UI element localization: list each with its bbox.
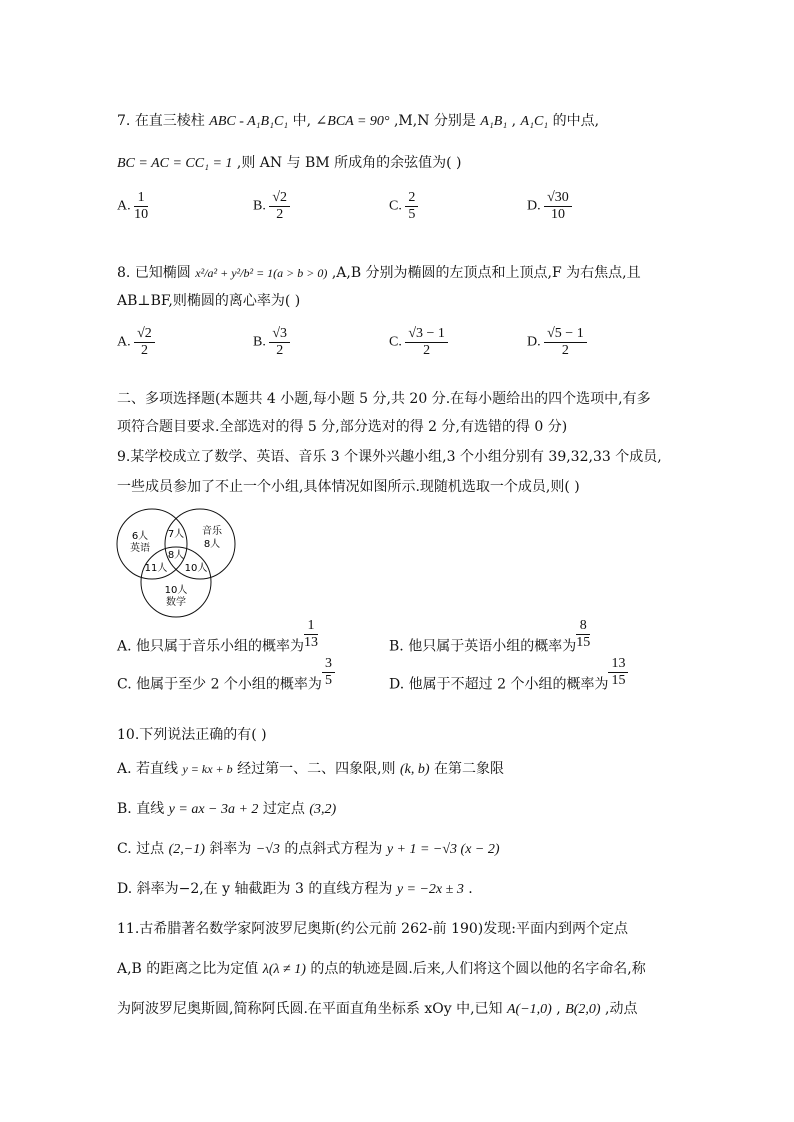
q8-stem-line1 bbox=[117, 262, 641, 282]
q7-stem-line2 bbox=[117, 152, 461, 172]
venn-english-math: 11人 bbox=[144, 563, 168, 574]
fraction bbox=[269, 326, 290, 359]
q8-number: 8. bbox=[117, 265, 131, 281]
q10-option-c bbox=[117, 838, 500, 858]
q11-text: ,动点 bbox=[605, 1001, 638, 1017]
fraction-numerator: √30 bbox=[544, 190, 572, 207]
q7-segment: A₁C₁ bbox=[520, 114, 549, 129]
fraction-denominator: 2 bbox=[423, 343, 431, 358]
q11-point-b: B(2,0) bbox=[565, 1002, 601, 1017]
q10-d-equation: y = −2x ± 3 bbox=[396, 882, 464, 897]
fraction bbox=[269, 190, 290, 223]
fraction-numerator: 1 bbox=[304, 618, 318, 635]
q9-stem-line2: 一些成员参加了不止一个小组,具体情况如图所示.现随机选取一个成员,则( ) bbox=[117, 479, 580, 495]
fraction-numerator: √5 − 1 bbox=[544, 326, 587, 343]
q10-title: 10.下列说法正确的有( ) bbox=[117, 727, 267, 743]
venn-math-label: 数学 bbox=[166, 597, 186, 608]
q10-option-b bbox=[117, 798, 336, 818]
option-text: 的点斜式方程为 bbox=[284, 841, 383, 857]
fraction-numerator: 13 bbox=[608, 656, 628, 673]
q8-stem-line2: AB⊥BF,则椭圆的离心率为( ) bbox=[117, 293, 301, 309]
q10-c-slope: −√3 bbox=[255, 842, 280, 857]
q8-option-b bbox=[253, 326, 290, 359]
venn-english-count: 6人 bbox=[131, 531, 149, 542]
q11-text: 为阿波罗尼奥斯圆,简称阿氏圆.在平面直角坐标系 xOy 中,已知 bbox=[117, 1001, 503, 1017]
fraction-numerator: 8 bbox=[576, 618, 590, 635]
q10-option-a bbox=[117, 758, 504, 778]
q8-option-a bbox=[117, 326, 155, 359]
q7-number: 7. bbox=[117, 113, 131, 129]
fraction bbox=[405, 190, 418, 223]
fraction-denominator: 15 bbox=[576, 635, 591, 650]
q7-text: 的中点, bbox=[552, 113, 600, 129]
option-label: C. bbox=[117, 676, 132, 693]
option-text: 他只属于音乐小组的概率为 bbox=[136, 638, 305, 655]
fraction-denominator: 2 bbox=[276, 207, 284, 222]
q11-lambda: λ(λ ≠ 1) bbox=[262, 962, 306, 977]
q7-segment: A₁B₁ bbox=[480, 114, 508, 129]
fraction-denominator: 5 bbox=[324, 673, 332, 688]
q8-option-d bbox=[527, 326, 587, 359]
q8-ellipse-equation: x²/a² + y²/b² = 1(a > b > 0) bbox=[195, 266, 328, 280]
fraction bbox=[576, 618, 590, 651]
q7-text: 在直三棱柱 bbox=[134, 113, 205, 129]
fraction-numerator: √3 bbox=[269, 326, 290, 343]
option-label: D. bbox=[527, 334, 541, 350]
q8-option-c bbox=[389, 326, 448, 359]
fraction-numerator: √3 − 1 bbox=[405, 326, 448, 343]
q7-option-c bbox=[389, 190, 418, 223]
fraction-denominator: 5 bbox=[408, 207, 416, 222]
q9-option-b bbox=[389, 618, 591, 663]
fraction-denominator: 10 bbox=[134, 207, 149, 222]
venn-diagram bbox=[112, 504, 248, 619]
option-label: A. bbox=[117, 761, 132, 777]
q11-line3 bbox=[117, 998, 637, 1018]
q7-text: ,则 AN 与 BM 所成角的余弦值为( ) bbox=[236, 155, 462, 171]
q11-text: A,B 的距离之比为定值 bbox=[117, 961, 259, 977]
q7-text: 中, bbox=[292, 113, 312, 129]
fraction bbox=[608, 656, 628, 689]
fraction-denominator: 15 bbox=[611, 673, 626, 688]
fraction-numerator: 1 bbox=[134, 190, 148, 207]
fraction-denominator: 2 bbox=[140, 343, 148, 358]
fraction bbox=[304, 618, 318, 651]
option-label: C. bbox=[117, 841, 132, 857]
option-label: B. bbox=[389, 638, 404, 655]
fraction-denominator: 10 bbox=[550, 207, 565, 222]
fraction bbox=[544, 190, 572, 223]
fraction-denominator: 13 bbox=[304, 635, 319, 650]
q7-option-b bbox=[253, 190, 290, 223]
fraction-numerator: 2 bbox=[405, 190, 418, 207]
venn-music-math: 10人 bbox=[184, 563, 208, 574]
q7-stem-line1 bbox=[117, 110, 599, 130]
q8-text: 已知椭圆 bbox=[134, 265, 191, 281]
q11-text: , bbox=[556, 1001, 561, 1017]
venn-music-label: 音乐 bbox=[202, 526, 222, 537]
q7-equation: BC = AC = CC₁ = 1 bbox=[117, 156, 233, 171]
q10-c-point: (2,−1) bbox=[168, 842, 205, 857]
fraction bbox=[134, 326, 155, 359]
q7-option-a bbox=[117, 190, 148, 223]
q10-a-point: (k, b) bbox=[400, 762, 430, 777]
fraction-numerator: 3 bbox=[322, 656, 335, 673]
venn-english-label: 英语 bbox=[130, 543, 150, 554]
q7-angle: ∠BCA = 90° bbox=[315, 114, 390, 129]
option-text: 过定点 bbox=[262, 801, 305, 817]
fraction bbox=[405, 326, 448, 359]
q9-option-d bbox=[389, 656, 628, 701]
option-text: 他属于不超过 2 个小组的概率为 bbox=[408, 676, 609, 693]
q10-b-point: (3,2) bbox=[309, 802, 337, 817]
option-label: B. bbox=[117, 801, 132, 817]
q9-stem-line1: 9.某学校成立了数学、英语、音乐 3 个课外兴趣小组,3 个小组分别有 39,32,33 个成员, bbox=[117, 449, 662, 465]
option-label: A. bbox=[117, 638, 132, 655]
venn-all-three: 8人 bbox=[167, 550, 185, 561]
venn-math-count: 10人 bbox=[164, 585, 188, 596]
option-text: 过点 bbox=[136, 841, 165, 857]
option-text: 经过第一、二、四象限,则 bbox=[237, 761, 396, 777]
venn-music-count: 8人 bbox=[203, 539, 221, 550]
q7-option-d bbox=[527, 190, 572, 223]
fraction bbox=[134, 190, 148, 223]
option-text: 他只属于英语小组的概率为 bbox=[408, 638, 577, 655]
q7-text: ,M,N 分别是 bbox=[393, 113, 476, 129]
section2-instructions-line1: 二、多项选择题(本题共 4 小题,每小题 5 分,共 20 分.在每小题给出的四个选项中,有多 bbox=[117, 391, 651, 407]
venn-english-music: 7人 bbox=[167, 529, 185, 540]
q10-c-equation: y + 1 = −√3 (x − 2) bbox=[386, 842, 500, 857]
fraction-numerator: √2 bbox=[269, 190, 290, 207]
option-text: 斜率为 bbox=[209, 841, 252, 857]
fraction-numerator: √2 bbox=[134, 326, 155, 343]
option-text: . bbox=[468, 881, 473, 897]
q7-prism: ABC - A₁B₁C₁ bbox=[209, 114, 289, 129]
option-label: B. bbox=[253, 198, 266, 214]
q11-point-a: A(−1,0) bbox=[507, 1002, 552, 1017]
option-label: D. bbox=[389, 676, 405, 693]
q8-text: ,A,B 分别为椭圆的左顶点和上顶点,F 为右焦点,且 bbox=[331, 265, 641, 281]
fraction bbox=[322, 656, 335, 689]
q10-b-equation: y = ax − 3a + 2 bbox=[168, 802, 259, 817]
option-text: 在第二象限 bbox=[434, 761, 505, 777]
fraction-denominator: 2 bbox=[561, 343, 569, 358]
fraction-denominator: 2 bbox=[276, 343, 284, 358]
option-label: C. bbox=[389, 198, 402, 214]
q7-text: , bbox=[511, 113, 517, 129]
q11-line1: 11.古希腊著名数学家阿波罗尼奥斯(约公元前 262-前 190)发现:平面内到两个定点 bbox=[117, 921, 628, 937]
option-text: 直线 bbox=[136, 801, 165, 817]
fraction bbox=[544, 326, 587, 359]
option-text: 若直线 bbox=[136, 761, 179, 777]
q11-text: 的点的轨迹是圆.后来,人们将这个圆以他的名字命名,称 bbox=[310, 961, 646, 977]
option-text: 他属于至少 2 个小组的概率为 bbox=[136, 676, 322, 693]
option-label: A. bbox=[117, 198, 131, 214]
q9-option-a bbox=[117, 618, 319, 663]
option-label: D. bbox=[527, 198, 541, 214]
q11-line2 bbox=[117, 958, 646, 978]
q10-option-d bbox=[117, 878, 473, 898]
section2-instructions-line2: 项符合题目要求.全部选对的得 5 分,部分选对的得 2 分,有选错的得 0 分) bbox=[117, 419, 568, 435]
option-label: D. bbox=[117, 881, 133, 897]
option-label: B. bbox=[253, 334, 266, 350]
option-label: C. bbox=[389, 334, 402, 350]
q10-a-equation: y = kx + b bbox=[182, 762, 233, 776]
option-label: A. bbox=[117, 334, 131, 350]
option-text: 斜率为−2,在 y 轴截距为 3 的直线方程为 bbox=[136, 881, 393, 897]
q9-option-c bbox=[117, 656, 335, 701]
